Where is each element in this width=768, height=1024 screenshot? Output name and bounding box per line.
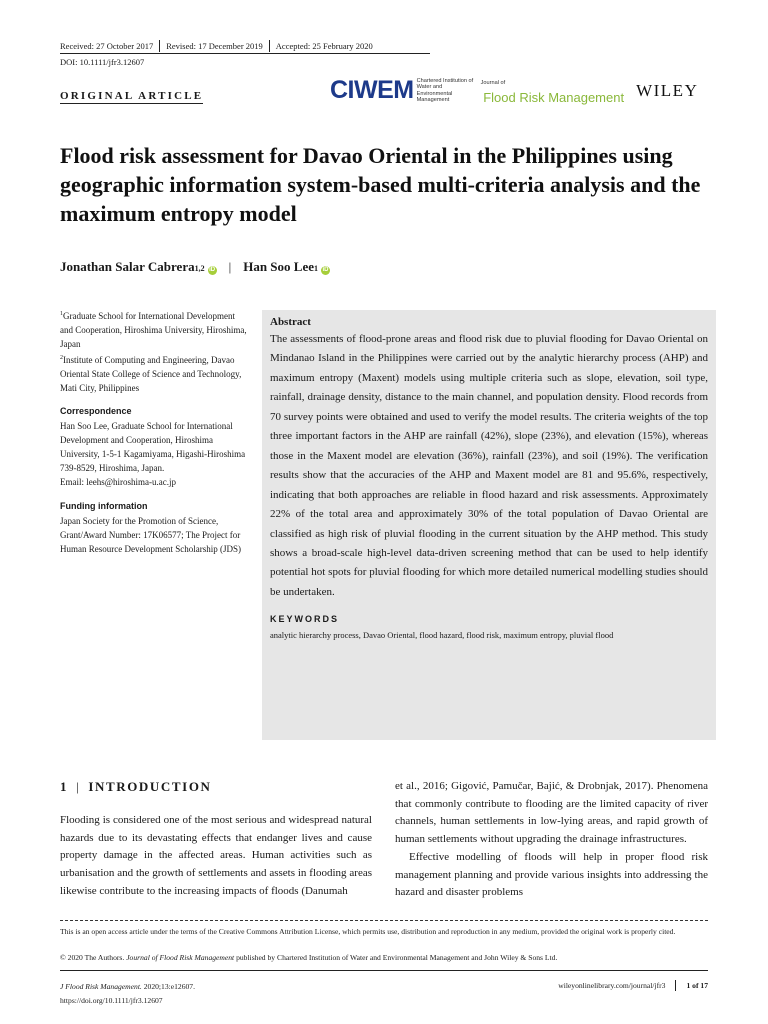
author-name[interactable]: Jonathan Salar Cabrera bbox=[60, 259, 195, 274]
abstract-heading: Abstract bbox=[270, 316, 311, 328]
citation-line bbox=[60, 980, 195, 994]
author-affiliation-marker: 1 bbox=[314, 264, 318, 273]
revised-date: Revised: 17 December 2019 bbox=[166, 41, 263, 51]
doi[interactable]: DOI: 10.1111/jfr3.12607 bbox=[60, 57, 145, 67]
paper-title: Flood risk assessment for Davao Oriental in the Philippines using geographic information system-based multi-criteria analysis and the maximum entropy model bbox=[60, 143, 701, 226]
author-affiliation-marker: 1,2 bbox=[194, 264, 205, 273]
side-info bbox=[60, 308, 250, 567]
citation-journal: J Flood Risk Management. bbox=[60, 982, 142, 991]
copyright-suffix: published by Chartered Institution of Water and Environmental Management and John Wiley & Sons Ltd. bbox=[236, 953, 558, 962]
journal-of-label: Journal of bbox=[480, 80, 506, 86]
section-title: INTRODUCTION bbox=[88, 779, 212, 794]
section-heading bbox=[60, 779, 212, 795]
section-separator: | bbox=[76, 779, 81, 794]
author-separator: | bbox=[228, 259, 232, 274]
ciwem-subtitle: Chartered Institution of Water and Environmental Management bbox=[416, 77, 474, 103]
doi-link[interactable]: https://doi.org/10.1111/jfr3.12607 bbox=[60, 995, 163, 1005]
paragraph: et al., 2016; Gigović, Pamučar, Bajić, & Drobnjak, 2017). Phenomena that commonly contribute to flooding are the limited capacity of river channels, human settlements in low-lying areas, and rapid growth of human settlements without upgrading the drainage infrastructures. bbox=[395, 780, 708, 846]
keywords-heading: KEYWORDS bbox=[270, 614, 340, 625]
page-footer-right bbox=[558, 980, 708, 991]
affiliations bbox=[60, 308, 250, 395]
affiliation-number: 1 bbox=[60, 311, 63, 317]
copyright-journal: Journal of Flood Risk Management bbox=[126, 953, 235, 962]
orcid-icon[interactable]: iD bbox=[322, 267, 329, 273]
divider bbox=[269, 40, 270, 52]
citation-volume: 2020;13:e12607. bbox=[143, 982, 195, 991]
footer-dashed-rule bbox=[60, 920, 708, 921]
author-name[interactable]: Han Soo Lee bbox=[243, 259, 314, 274]
correspondence-email[interactable]: Email: leehs@hiroshima-u.ac.jp bbox=[60, 476, 177, 487]
funding-heading: Funding information bbox=[60, 500, 148, 511]
paragraph: Flooding is considered one of the most serious and widespread natural hazards due to its devastating effects that endanger lives and cause property damage in the affected areas. Human activities such as urbanisation and the growth of settlements and assets in flooding areas likewise contribute to the increasing impacts of floods (Danumah bbox=[60, 814, 372, 897]
orcid-icon[interactable]: iD bbox=[209, 267, 216, 273]
article-type: ORIGINAL ARTICLE bbox=[60, 90, 204, 102]
dates-line bbox=[60, 40, 373, 52]
section-number: 1 bbox=[60, 779, 69, 794]
affiliation bbox=[60, 308, 250, 352]
divider bbox=[675, 980, 676, 991]
copyright-prefix: © 2020 The Authors. bbox=[60, 953, 125, 962]
author-line bbox=[60, 259, 330, 275]
funding-text: Japan Society for the Promotion of Science, Grant/Award Number: 17K06577; The Project for Human Resource Development Scholarship (JDS) bbox=[60, 515, 241, 554]
received-date: Received: 27 October 2017 bbox=[60, 41, 154, 51]
copyright-line bbox=[60, 953, 710, 962]
wiley-logo: WILEY bbox=[636, 80, 699, 100]
funding bbox=[60, 500, 250, 557]
correspondence-text: Han Soo Lee, Graduate School for International Development and Cooperation, Hiroshima University, 1-5-1 Kagamiyama, Higashi-Hiroshima 739-8529, Hiroshima, Japan. bbox=[60, 421, 246, 474]
body-column-left bbox=[60, 812, 372, 901]
citation bbox=[60, 980, 195, 1007]
footer-rule bbox=[60, 970, 708, 971]
correspondence-heading: Correspondence bbox=[60, 406, 132, 417]
abstract-text: The assessments of flood-prone areas and flood risk due to pluvial flooding for Davao Oriental on Mindanao Island in the Philippines were carried out by the analytic hierarchy process (AHP) and maximum entropy (Maxent) models using multiple criteria such as slope, elevation, soil type, rainfall, drainage density, distance to the main channel, and population density. Flood records from 70 survey points were obtained and used to verify the model results. The criteria weights of the top three important factors in the AHP are rainfall (42%), slope (23%), and elevation (15%), whereas those in the Maxent model are elevation (36%), rainfall (23%), and soil (19%). The verification results show that the accuracies of the AHP and Maxent model are 81 and 95.6%, respectively, indicating that both approaches are reliable in flood hazard and risk assessments. Approximately 22% of the total area and approximately 30% of the total population of Davao Oriental are classified as high risk of pluvial flooding in the current situation by the AHP method. This study shows a broad-scale high-level data-driven screening method that can be used to help identify potential hot spots for pluvial flooding for which more detailed numerical modelling studies should be undertaken. bbox=[270, 333, 708, 598]
journal-logo: Flood Risk Management bbox=[483, 89, 625, 105]
divider bbox=[159, 40, 160, 52]
journal-site-link[interactable]: wileyonlinelibrary.com/journal/jfr3 bbox=[558, 981, 666, 990]
body-column-right bbox=[395, 778, 708, 902]
affiliation-number: 2 bbox=[60, 354, 63, 361]
keywords-text: analytic hierarchy process, Davao Oriental, flood hazard, flood risk, maximum entropy, pluvial flood bbox=[270, 630, 614, 641]
publisher-logos bbox=[330, 76, 698, 105]
correspondence bbox=[60, 405, 250, 489]
page-number: 1 of 17 bbox=[686, 981, 708, 990]
header-rule bbox=[60, 53, 430, 54]
affiliation-text: Graduate School for International Development and Cooperation, Hiroshima University, Hiroshima, Japan bbox=[60, 311, 247, 349]
affiliation-text: Institute of Computing and Engineering, Davao Oriental State College of Science and Technology, Mati City, Philippines bbox=[60, 354, 242, 393]
accepted-date: Accepted: 25 February 2020 bbox=[275, 41, 373, 51]
ciwem-logo: CIWEM bbox=[330, 76, 414, 104]
affiliation bbox=[60, 352, 250, 396]
paragraph: Effective modelling of floods will help in proper flood risk management planning and provide various insights into addressing the hazard and disaster problems bbox=[395, 850, 708, 899]
abstract-box bbox=[262, 310, 716, 740]
license-notice: This is an open access article under the terms of the Creative Commons Attribution License, which permits use, distribution and reproduction in any medium, provided the original work is properly cited. bbox=[60, 927, 676, 936]
